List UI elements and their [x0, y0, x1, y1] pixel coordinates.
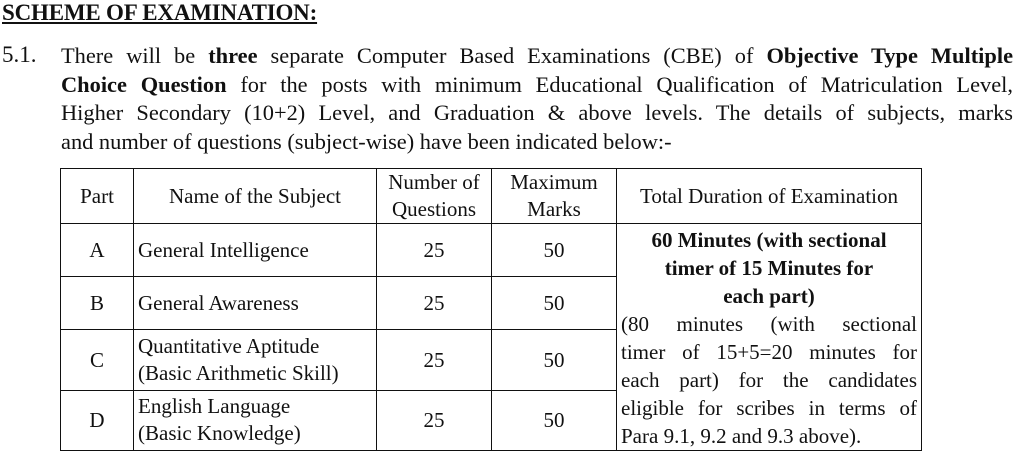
duration-line5: Para 9.1, 9.2 and 9.3 above). — [621, 424, 862, 448]
duration-line2: timer of 15+5=20 minutes for — [621, 340, 917, 364]
cell-subject-line1: English Language — [138, 394, 291, 419]
cell-part: B — [61, 277, 134, 330]
duration-bold-line3: each part) — [723, 284, 815, 308]
cell-subject-line1: Quantitative Aptitude — [138, 334, 320, 359]
header-marks-line1: Maximum — [510, 170, 598, 194]
header-subject: Name of the Subject — [134, 169, 377, 224]
duration-bold-line1: 60 Minutes (with sectional — [651, 228, 887, 252]
exam-scheme-table — [60, 168, 922, 451]
cell-subject: General Intelligence — [134, 224, 377, 277]
paragraph-line-2: Choice Question for the posts with minimum Educational Qualification of Matriculation Level, — [61, 71, 1013, 97]
cell-duration — [617, 224, 922, 451]
header-part: Part — [61, 169, 134, 224]
header-marks-line2: Marks — [527, 197, 581, 221]
duration-line4: eligible for scribes in terms of — [621, 396, 917, 420]
cell-subject — [134, 390, 377, 450]
cell-marks: 50 — [492, 277, 617, 330]
header-questions-line2: Questions — [392, 197, 476, 221]
cell-subject-line2: (Basic Arithmetic Skill) — [138, 361, 339, 386]
paragraph-line-3: Higher Secondary (10+2) Level, and Graduation & above levels. The details of subjects, marks — [61, 100, 1013, 125]
cell-part: C — [61, 330, 134, 390]
cell-marks: 50 — [492, 330, 617, 390]
paragraph-number: 5.1. — [2, 42, 37, 67]
cell-marks: 50 — [492, 390, 617, 450]
header-questions — [377, 169, 492, 224]
cell-questions: 25 — [377, 277, 492, 330]
paragraph-line-1: There will be three separate Computer Based Examinations (CBE) of Objective Type Multiple — [61, 43, 1014, 68]
cell-subject-line2: (Basic Knowledge) — [138, 421, 301, 446]
cell-questions: 25 — [377, 224, 492, 277]
cell-part: D — [61, 390, 134, 450]
table-row — [61, 224, 922, 277]
cell-questions: 25 — [377, 330, 492, 390]
header-marks — [492, 169, 617, 224]
section-heading: SCHEME OF EXAMINATION: — [2, 0, 318, 25]
header-questions-line1: Number of — [388, 170, 480, 194]
cell-part: A — [61, 224, 134, 277]
cell-subject: General Awareness — [134, 277, 377, 330]
header-duration: Total Duration of Examination — [617, 169, 922, 224]
cell-questions: 25 — [377, 390, 492, 450]
duration-line3: each part) for the candidates — [621, 368, 917, 392]
cell-subject — [134, 330, 377, 390]
duration-line1: (80 minutes (with sectional — [621, 312, 917, 336]
paragraph-line-4: and number of questions (subject-wise) have been indicated below:- — [61, 128, 672, 154]
duration-bold-line2: timer of 15 Minutes for — [664, 256, 874, 280]
cell-marks: 50 — [492, 224, 617, 277]
table-header-row — [61, 169, 922, 224]
scheme-paragraph — [61, 42, 1013, 156]
